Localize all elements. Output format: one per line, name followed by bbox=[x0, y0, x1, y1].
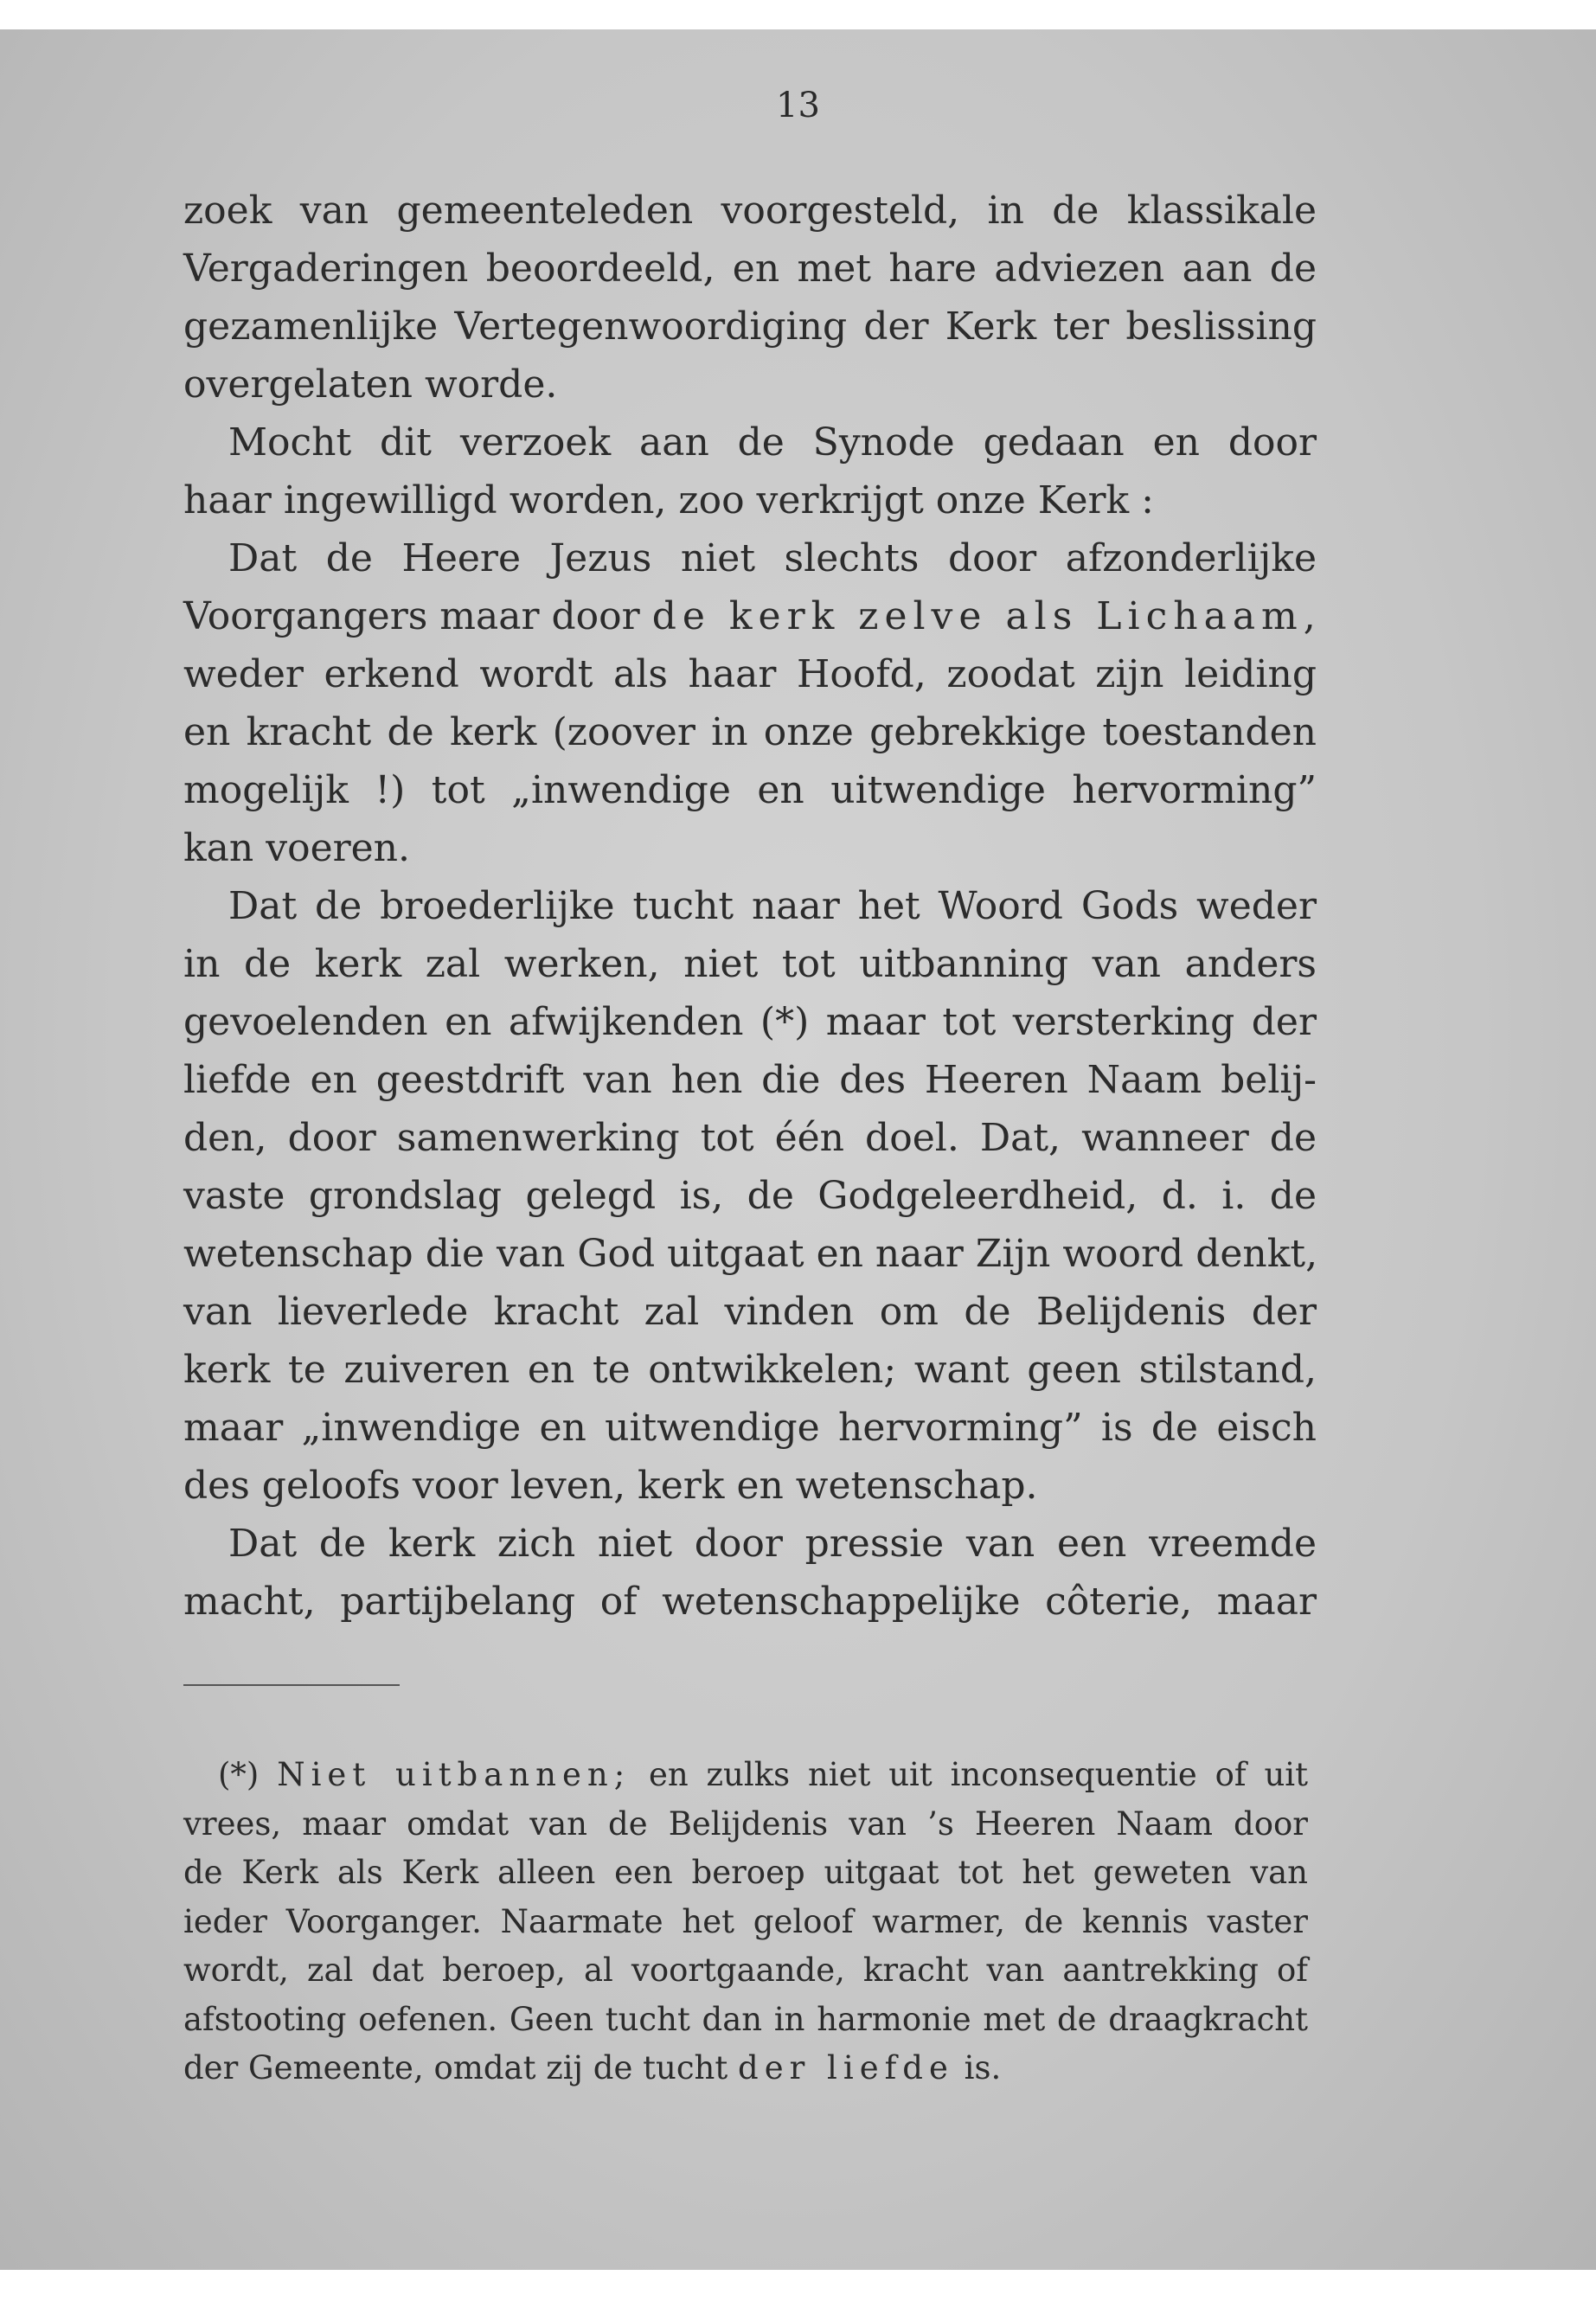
text-line: zoek van gemeenteleden voorgesteld, in de klassikale bbox=[183, 189, 1317, 233]
spaced-emphasis: der liefde bbox=[738, 2049, 954, 2086]
footnote bbox=[183, 1751, 1308, 2093]
text-line: mogelijk !) tot „inwendige en uitwendige hervorming” bbox=[183, 768, 1317, 812]
text-line: gevoelenden en afwijkenden (*) maar tot versterking der bbox=[183, 1000, 1317, 1044]
text-segment: Voorgangers maar door bbox=[183, 594, 640, 638]
scanned-page bbox=[0, 29, 1596, 2270]
text-line: liefde en geestdrift van hen die des Heeren Naam belij- bbox=[183, 1058, 1317, 1102]
text-line: vaste grondslag gelegd is, de Godgeleerdheid, d. i. de bbox=[183, 1174, 1317, 1218]
text-segment: der Gemeente, omdat zij de tucht bbox=[183, 2049, 728, 2086]
text-segment: en zulks niet uit inconsequentie of uit bbox=[649, 1756, 1308, 1793]
page-number: 13 bbox=[776, 86, 820, 125]
text-line: des geloofs voor leven, kerk en wetenschap. bbox=[183, 1464, 1038, 1508]
text-line: gezamenlijke Vertegenwoordiging der Kerk ter beslissing bbox=[183, 304, 1317, 349]
footnote-marker: (*) bbox=[218, 1756, 260, 1793]
spaced-emphasis: Niet uitbannen; bbox=[277, 1756, 631, 1793]
footnote-line: ieder Voorganger. Naarmate het geloof warmer, de kennis vaster bbox=[183, 1902, 1308, 1940]
text-line bbox=[183, 587, 1322, 645]
text-line: weder erkend wordt als haar Hoofd, zoodat zijn leiding bbox=[183, 652, 1317, 696]
footnote-line bbox=[183, 1751, 1308, 1800]
footnote-line bbox=[183, 2044, 1308, 2093]
footnote-divider bbox=[183, 1684, 400, 1686]
footnote-line: de Kerk als Kerk alleen een beroep uitgaat tot het geweten van bbox=[183, 1854, 1308, 1891]
spaced-emphasis: de kerk zelve als Lichaam, bbox=[651, 594, 1322, 638]
text-line: in de kerk zal werken, niet tot uitbanning van anders bbox=[183, 942, 1317, 986]
text-line: Dat de broederlijke tucht naar het Woord Gods weder bbox=[228, 884, 1317, 928]
text-line: Mocht dit verzoek aan de Synode gedaan en door bbox=[228, 420, 1317, 465]
footnote-line: vrees, maar omdat van de Belijdenis van ’s Heeren Naam door bbox=[183, 1804, 1308, 1843]
text-line: den, door samenwerking tot één doel. Dat, wanneer de bbox=[183, 1116, 1317, 1160]
text-line: Vergaderingen beoordeeld, en met hare adviezen aan de bbox=[183, 247, 1317, 291]
text-line: wetenschap die van God uitgaat en naar Zijn woord denkt, bbox=[183, 1232, 1318, 1276]
text-line: en kracht de kerk (zoover in onze gebrekkige toestanden bbox=[183, 710, 1317, 754]
text-line: Dat de Heere Jezus niet slechts door afzonderlijke bbox=[228, 536, 1317, 580]
text-line: maar „inwendige en uitwendige hervorming” is de eisch bbox=[183, 1406, 1317, 1450]
footnote-line: wordt, zal dat beroep, al voortgaande, kracht van aantrekking of bbox=[183, 1952, 1308, 1989]
text-line: macht, partijbelang of wetenschappelijke côterie, maar bbox=[183, 1580, 1317, 1624]
text-line: haar ingewilligd worden, zoo verkrijgt onze Kerk : bbox=[183, 478, 1154, 522]
text-segment: is. bbox=[964, 2049, 1002, 2086]
footnote-line: afstooting oefenen. Geen tucht dan in harmonie met de draagkracht bbox=[183, 2000, 1308, 2038]
text-line: overgelaten worde. bbox=[183, 362, 558, 407]
text-line: kan voeren. bbox=[183, 826, 411, 870]
text-line: Dat de kerk zich niet door pressie van een vreemde bbox=[228, 1522, 1317, 1566]
text-line: kerk te zuiveren en te ontwikkelen; want geen stilstand, bbox=[183, 1348, 1317, 1392]
body-text bbox=[183, 182, 1322, 1631]
text-line: van lieverlede kracht zal vinden om de Belijdenis der bbox=[183, 1290, 1317, 1334]
